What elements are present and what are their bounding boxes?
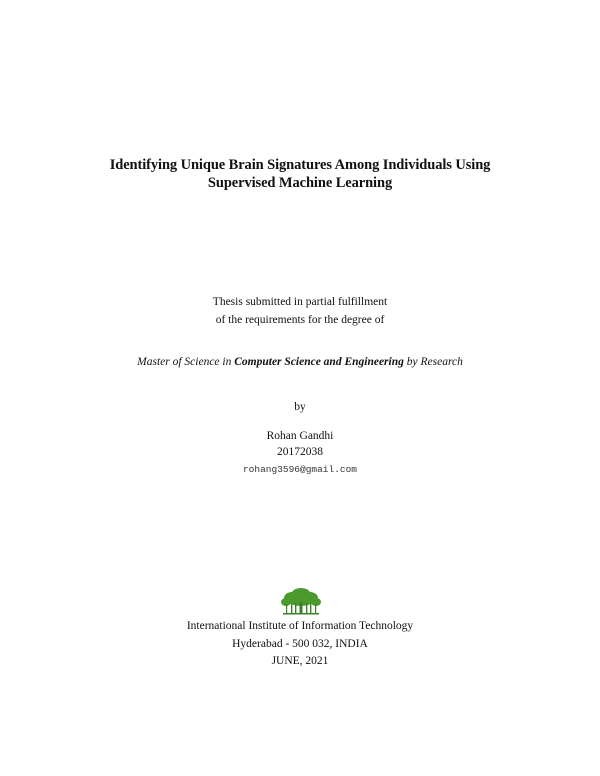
institute-address: Hyderabad - 500 032, INDIA xyxy=(232,638,368,650)
degree-field: Computer Science and Engineering xyxy=(234,356,404,368)
institute-name: International Institute of Information Technology xyxy=(186,620,414,632)
thesis-title-line-1: Identifying Unique Brain Signatures Among Individuals Using xyxy=(109,157,491,173)
banyan-tree-logo-icon xyxy=(281,586,321,616)
by-label: by xyxy=(294,401,306,413)
submission-line-1: Thesis submitted in partial fulfillment xyxy=(212,296,388,308)
degree-suffix: by Research xyxy=(403,356,463,368)
thesis-title-line-2: Supervised Machine Learning xyxy=(207,175,393,191)
author-name: Rohan Gandhi xyxy=(266,430,334,442)
degree-line xyxy=(0,356,600,368)
submission-date: JUNE, 2021 xyxy=(271,655,329,667)
author-roll-number: 20172038 xyxy=(277,446,323,458)
submission-line-2: of the requirements for the degree of xyxy=(215,314,385,326)
author-email: rohang3596@gmail.com xyxy=(242,464,358,475)
degree-prefix: Master of Science in xyxy=(137,356,235,368)
